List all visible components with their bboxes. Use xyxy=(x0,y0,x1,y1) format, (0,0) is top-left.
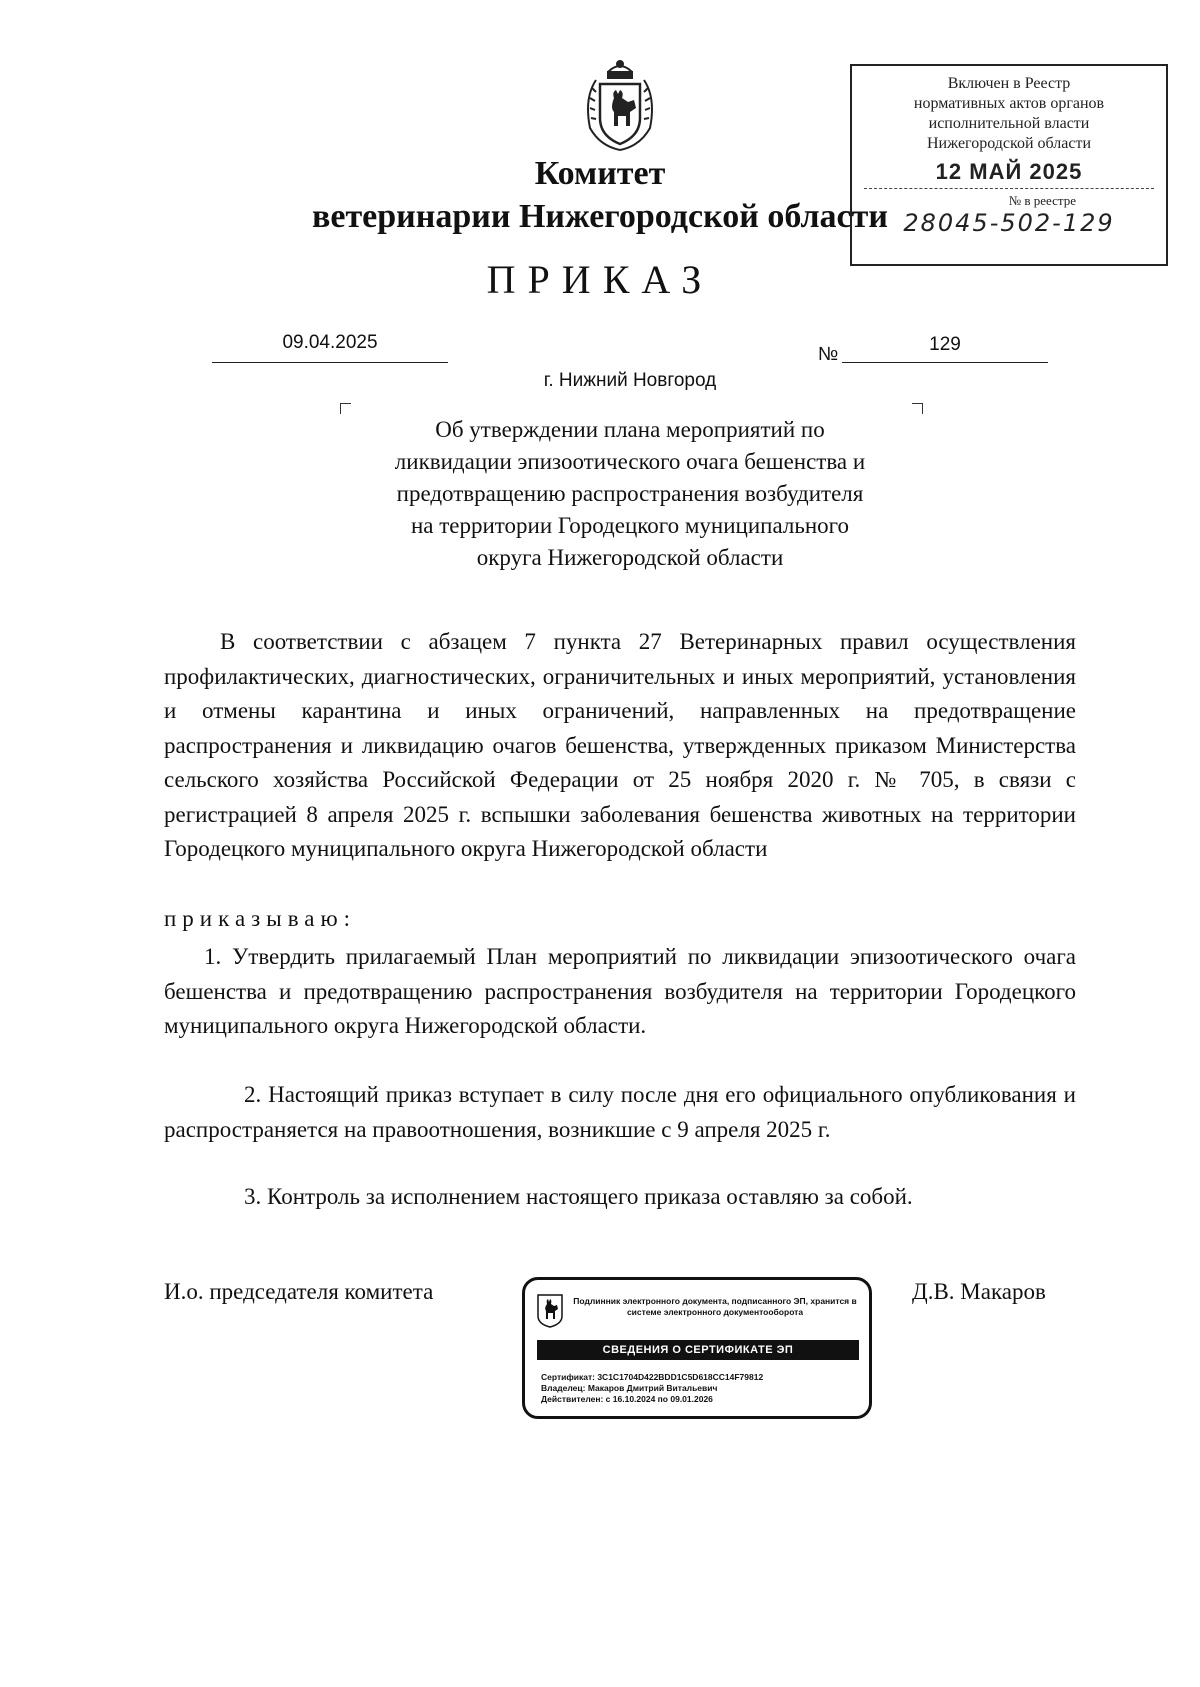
document-date: 09.04.2025 xyxy=(282,332,378,353)
date-underline xyxy=(212,362,448,363)
document-city: г. Нижний Новгород xyxy=(543,370,717,391)
title-line: на территории Городецкого муниципального xyxy=(410,513,850,538)
title-line: Об утверждении плана мероприятий по xyxy=(435,417,825,442)
registry-stamp-line: нормативных актов органов xyxy=(913,95,1105,112)
esignature-certificate: Сертификат: 3C1C1704D422BDD1C5D618CC14F79812 xyxy=(541,1372,764,1382)
registry-number-label: № в реестре xyxy=(1008,193,1076,208)
org-name-line1: Комитет xyxy=(534,155,666,192)
number-underline xyxy=(842,362,1048,363)
org-name-line2: ветеринарии Нижегородской области xyxy=(312,198,888,235)
registry-date: 12 МАЙ 2025 xyxy=(935,159,1083,184)
esignature-validity: Действителен: с 16.10.2024 по 09.01.2026 xyxy=(541,1394,713,1404)
title-line: округа Нижегородской области xyxy=(476,545,784,570)
document-type: ПРИКАЗ xyxy=(486,257,714,302)
registry-stamp xyxy=(850,64,1168,266)
coat-of-arms-icon xyxy=(578,58,662,154)
order-word: приказываю: xyxy=(164,906,357,931)
title-corner-right xyxy=(912,403,923,414)
registry-stamp-line: Включен в Реестр xyxy=(947,75,1071,92)
signatory-position: И.о. председателя комитета xyxy=(164,1279,434,1304)
order-item-3: 3. Контроль за исполнением настоящего приказа оставляю за собой. xyxy=(244,1184,913,1209)
document-number: 129 xyxy=(929,334,961,355)
deer-emblem-icon xyxy=(537,1294,563,1328)
title-line: предотвращению распространения возбудителя xyxy=(396,481,864,506)
registry-stamp-line: Нижегородской области xyxy=(926,135,1091,152)
document-title xyxy=(330,414,930,574)
order-item-1: 1. Утвердить прилагаемый План мероприятий по ликвидации эпизоотического очага бешенства и предотвращению распространения возбудителя на территории Городецкого муниципального округа Нижегородской области. xyxy=(164,944,1076,1038)
preamble-paragraph: В соответствии с абзацем 7 пункта 27 Ветеринарных правил осуществления профилактических, диагностических, ограничительных и иных мероприятий, установления и отмены карантина и иных ограничений, направленных на предотвращение распространения и ликвидацию очагов бешенства, утвержденных приказом Министерства сельского хозяйства Российской Федерации от 25 ноября 2020 г. № 705, в связи с регистрацией 8 апреля 2025 г. вспышки заболевания бешенства животных на территории Городецкого муниципального округа Нижегородской области xyxy=(164,629,1076,861)
signatory-name: Д.В. Макаров xyxy=(912,1279,1046,1304)
esignature-stamp xyxy=(522,1277,872,1419)
title-line: ликвидации эпизоотического очага бешенства и xyxy=(394,449,866,474)
order-item-2: 2. Настоящий приказ вступает в силу после дня его официального опубликования и распространяется на правоотношения, возникшие с 9 апреля 2025 г. xyxy=(164,1082,1076,1142)
registry-separator xyxy=(864,188,1154,189)
title-corner-left xyxy=(340,403,351,414)
esignature-header: СВЕДЕНИЯ О СЕРТИФИКАТЕ ЭП xyxy=(537,1340,859,1360)
registry-stamp-line: исполнительной власти xyxy=(928,115,1090,132)
esignature-notice: Подлинник электронного документа, подписанного ЭП, хранится в системе электронного документооборота xyxy=(573,1296,857,1317)
registry-number: 28045-502-129 xyxy=(903,209,1115,237)
esignature-owner: Владелец: Макаров Дмитрий Витальевич xyxy=(541,1383,718,1393)
number-sign: № xyxy=(818,344,839,365)
